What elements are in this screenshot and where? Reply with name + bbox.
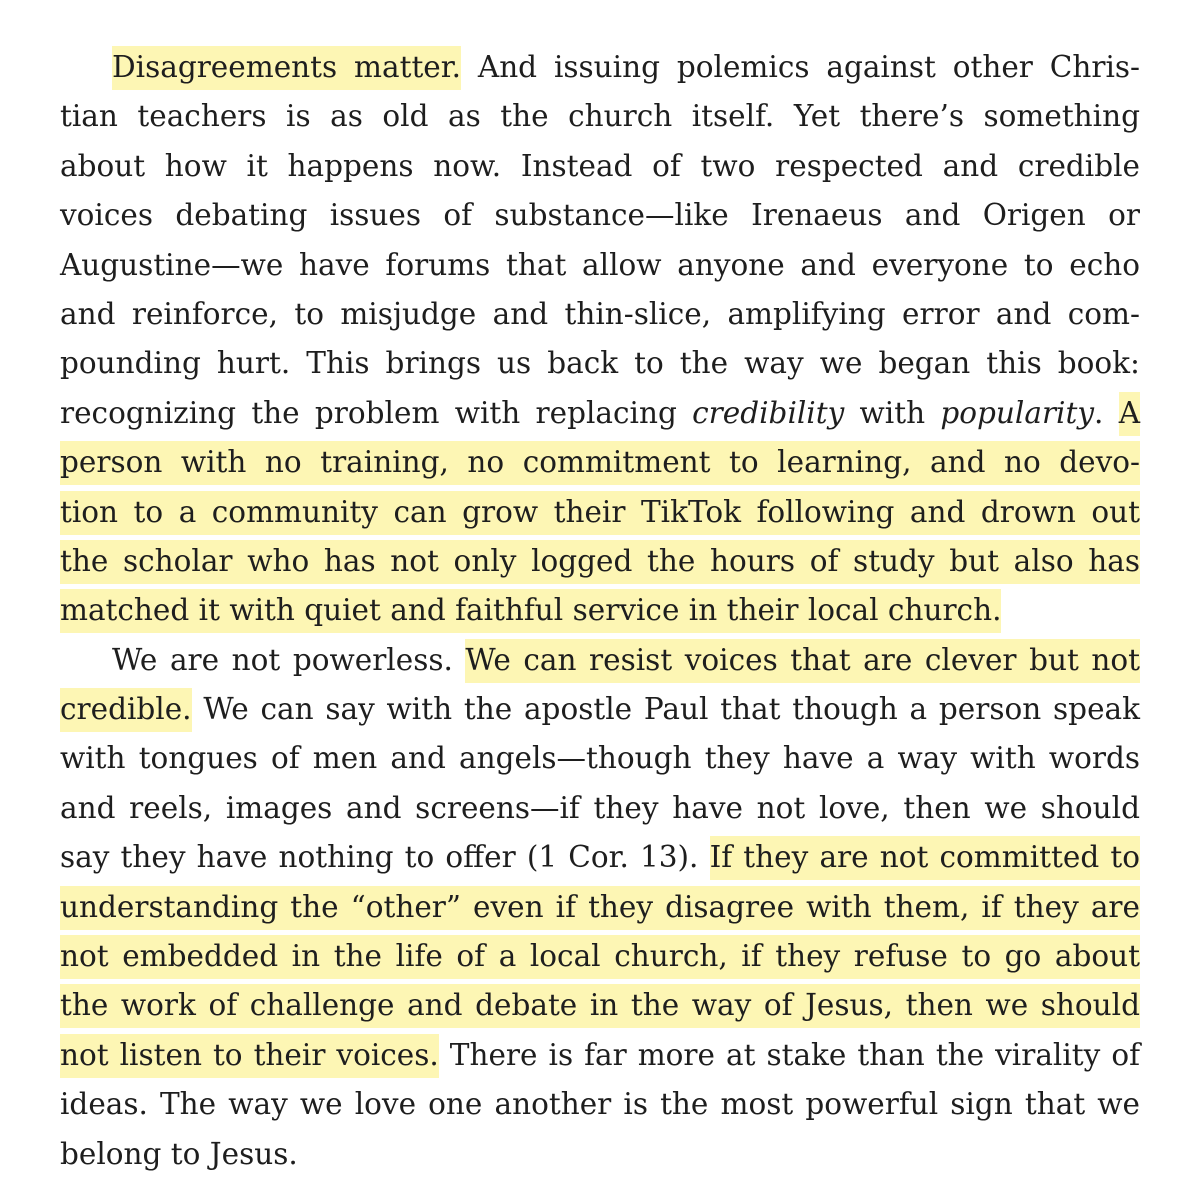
text-span: We are not powerless. (112, 642, 466, 677)
highlighted-text: person with no training, no commitment to learning, and no devo- (60, 441, 1140, 485)
text-line (60, 241, 1140, 290)
text-span: . (1094, 395, 1119, 430)
text-line (60, 1080, 1140, 1129)
text-span: with (844, 395, 941, 430)
text-line (60, 142, 1140, 191)
text-line (60, 685, 1140, 734)
text-span: say they have nothing to offer (1 Cor. 13). (60, 840, 710, 875)
text-line (60, 191, 1140, 240)
text-line (60, 43, 1140, 92)
text-span: ideas. The way we love one another is the most powerful sign that we (60, 1087, 1140, 1122)
highlighted-text: tion to a community can grow their TikTok following and drown out (60, 491, 1140, 535)
text-span: tian teachers is as old as the church itself. Yet there’s something (60, 99, 1140, 134)
text-line (60, 586, 1140, 635)
text-span: There is far more at stake than the virality of (438, 1037, 1141, 1072)
text-line (60, 290, 1140, 339)
text-line (60, 636, 1140, 685)
text-span: pounding hurt. This brings us back to the way we began this book: (60, 346, 1140, 381)
highlighted-text: credible. (60, 688, 192, 732)
text-span: Augustine—we have forums that allow anyone and everyone to echo (60, 247, 1140, 282)
text-span: and reels, images and screens—if they have not love, then we should (60, 790, 1140, 825)
text-line (60, 339, 1140, 388)
text-line (60, 883, 1140, 932)
text-line (60, 932, 1140, 981)
highlighted-text: understanding the “other” even if they disagree with them, if they are (60, 886, 1140, 930)
body-text (60, 43, 1140, 1179)
text-line (60, 784, 1140, 833)
book-page (60, 43, 1140, 1179)
text-span: with tongues of men and angels—though they have a way with words (60, 741, 1140, 776)
highlighted-text: not embedded in the life of a local church, if they refuse to go about (60, 935, 1140, 979)
text-line (60, 1130, 1140, 1179)
text-line (60, 537, 1140, 586)
text-line (60, 1031, 1140, 1080)
text-span: And issuing polemics against other Chris- (461, 50, 1141, 84)
text-line (60, 389, 1140, 438)
paragraph-2 (60, 636, 1140, 1179)
text-line (60, 833, 1140, 882)
text-span: popularity (940, 395, 1095, 430)
text-line (60, 981, 1140, 1030)
highlighted-text: We can resist voices that are clever but not (465, 639, 1140, 683)
text-line (60, 488, 1140, 537)
paragraph-1 (60, 43, 1140, 636)
highlighted-text: not listen to their voices. (60, 1034, 439, 1078)
text-span: voices debating issues of substance—like Irenaeus and Origen or (60, 198, 1140, 233)
text-span: belong to Jesus. (60, 1136, 298, 1171)
highlighted-text: Disagreements matter. (112, 46, 461, 90)
highlighted-text: matched it with quiet and faithful service in their local church. (60, 589, 1001, 633)
highlighted-text: A (1119, 392, 1140, 436)
text-span: about how it happens now. Instead of two respected and credible (60, 148, 1140, 183)
text-line (60, 92, 1140, 141)
text-span: We can say with the apostle Paul that though a person speak (191, 692, 1140, 727)
text-line (60, 438, 1140, 487)
text-span: recognizing the problem with replacing (60, 395, 693, 430)
highlighted-text: the scholar who has not only logged the hours of study but also has (60, 540, 1140, 584)
text-span: credibility (692, 395, 845, 430)
highlighted-text: the work of challenge and debate in the way of Jesus, then we should (60, 984, 1140, 1028)
highlighted-text: If they are not committed to (710, 836, 1140, 880)
text-span: and reinforce, to misjudge and thin-slice, amplifying error and com- (60, 296, 1140, 331)
text-line (60, 734, 1140, 783)
